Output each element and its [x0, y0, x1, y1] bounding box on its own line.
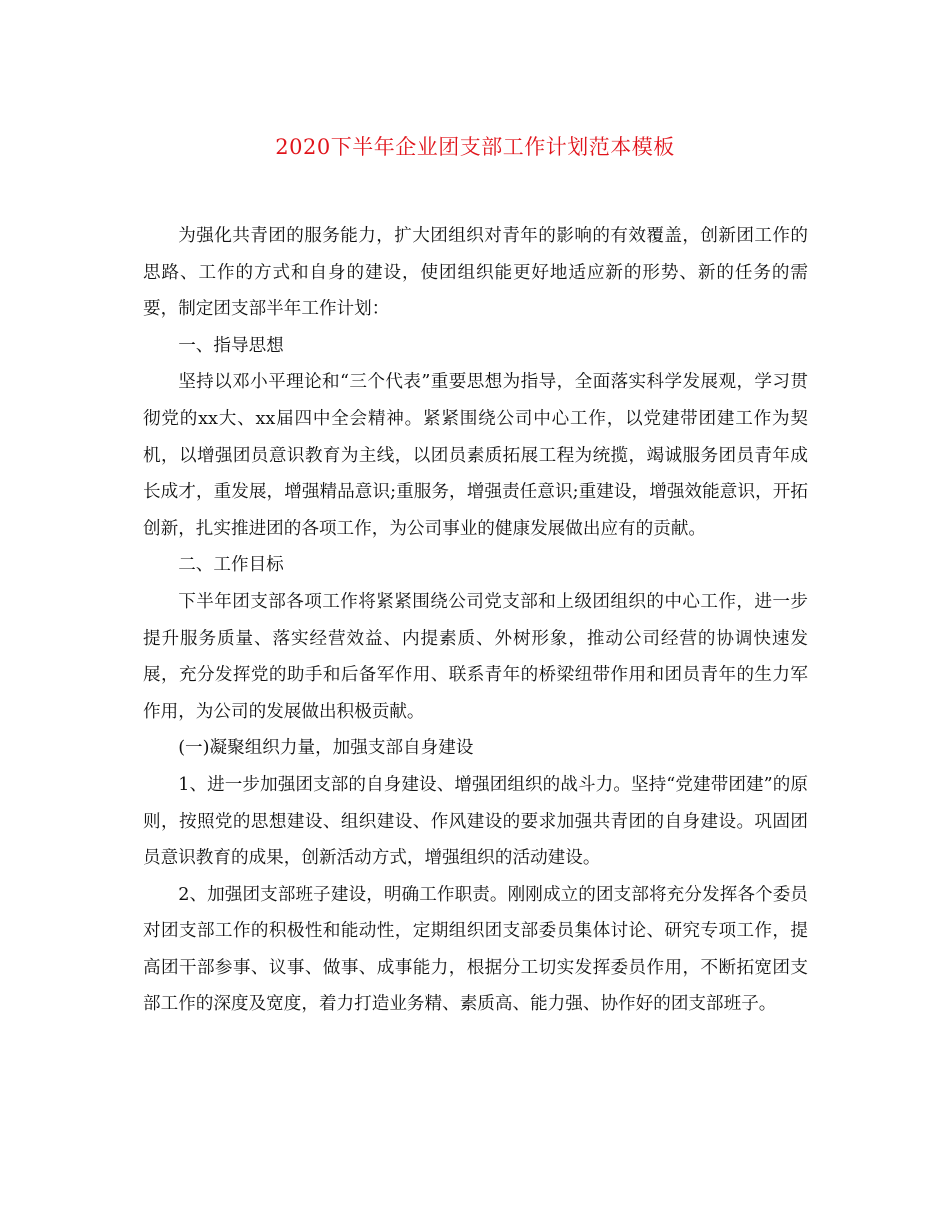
work-goals-paragraph: 下半年团支部各项工作将紧紧围绕公司党支部和上级团组织的中心工作，进一步提升服务质量、落实经营效益、内提素质、外树形象，推动公司经营的协调快速发展，充分发挥党的助手和后备军作用、联系青年的桥梁纽带作用和团员青年的生力军作用，为公司的发展做出积极贡献。: [143, 591, 808, 722]
organization-item-1-paragraph: 1、进一步加强团支部的自身建设、增强团组织的战斗力。坚持“党建带团建”的原则，按照党的思想建设、组织建设、作风建设的要求加强共青团的自身建设。巩固团员意识教育的成果，创新活动方式，增强组织的活动建设。: [143, 774, 808, 869]
document-body: [143, 218, 808, 1023]
intro-paragraph: 为强化共青团的服务能力，扩大团组织对青年的影响的有效覆盖，创新团工作的思路、工作的方式和自身的建设，使团组织能更好地适应新的形势、新的任务的需要，制定团支部半年工作计划：: [143, 226, 808, 320]
section-heading-work-goals: 二、工作目标: [178, 555, 284, 576]
guiding-ideology-paragraph: 坚持以邓小平理论和“三个代表”重要思想为指导，全面落实科学发展观，学习贯彻党的xx大、xx届四中全会精神。紧紧围绕公司中心工作，以党建带团建工作为契机，以增强团员意识教育为主线，以团员素质拓展工程为统揽，竭诚服务团员青年成长成才，重发展，增强精品意识;重服务，增强责任意识;重建设，增强效能意识，开拓创新，扎实推进团的各项工作，为公司事业的健康发展做出应有的贡献。: [143, 372, 808, 539]
subsection-heading-organization: (一)凝聚组织力量，加强支部自身建设: [178, 738, 474, 759]
section-heading-guiding-ideology: 一、指导思想: [178, 335, 284, 356]
organization-item-2-paragraph: 2、加强团支部班子建设，明确工作职责。刚刚成立的团支部将充分发挥各个委员对团支部工作的积极性和能动性，定期组织团支部委员集体讨论、研究专项工作，提高团干部参事、议事、做事、成事能力，根据分工切实发挥委员作用，不断拓宽团支部工作的深度及宽度，着力打造业务精、素质高、能力强、协作好的团支部班子。: [143, 884, 808, 1015]
document-title: 2020下半年企业团支部工作计划范本模板: [275, 135, 675, 159]
